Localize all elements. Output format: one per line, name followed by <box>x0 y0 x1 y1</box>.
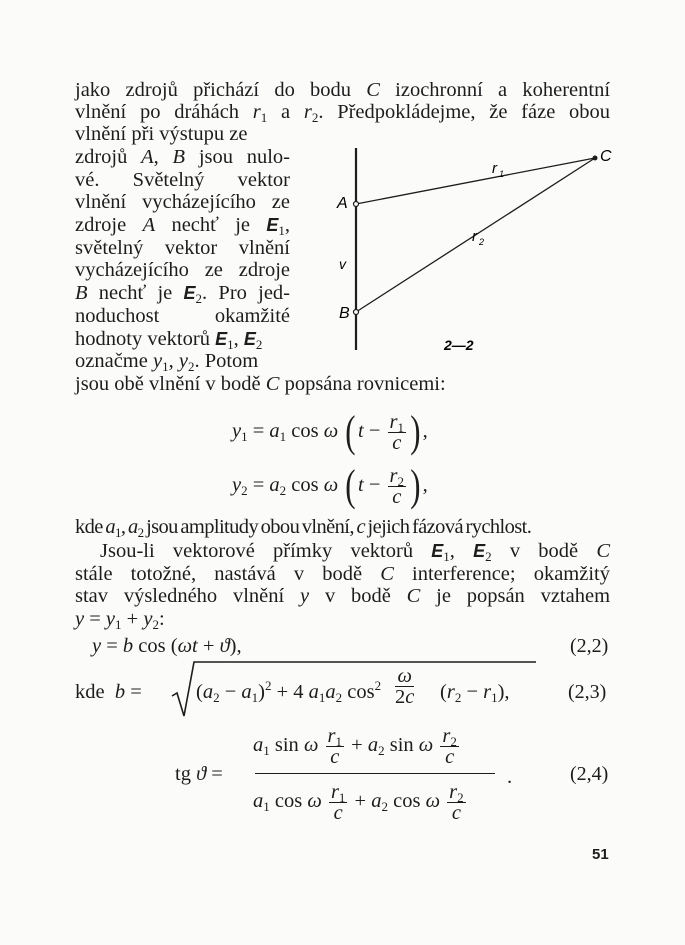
equation-2-4-denominator: $a_1$ cos ω $\frac{r_1}{c}$ + $a_2$ cos ω $\frac{r_2}{c}$ <box>253 781 464 824</box>
text-line-18: stav výsledného vlnění y v bodě C je popsán vztahem <box>75 585 611 607</box>
svg-text:2: 2 <box>479 237 485 247</box>
text-line-11: noduchost okamžité <box>75 305 290 327</box>
equation-2-2: y = b cos (ωt + ϑ), <box>92 635 242 657</box>
point-B <box>354 310 359 315</box>
svg-text:r: r <box>492 160 497 177</box>
text-line-12: hodnoty vektorů $E_1$, $E_2$ <box>75 328 263 352</box>
equation-2-4-fraction-bar <box>255 773 495 774</box>
svg-text:r: r <box>472 228 477 245</box>
equation-2-4-period: . <box>507 766 513 788</box>
equation-2-4-lhs: tg ϑ = <box>175 763 223 785</box>
text-line-19: $y = y_1 + y_2$: <box>75 608 165 632</box>
label-v: v <box>339 256 346 272</box>
text-line-15: kde $a_1$, $a_2$ jsou amplitudy obou vlnění, c jejich fázová rychlost. <box>75 516 532 540</box>
label-A: A <box>337 195 348 212</box>
equation-number-2-3: (2,3) <box>568 681 607 703</box>
label-B: B <box>339 305 350 322</box>
text-line-1: jako zdrojů přichází do bodu C izochronní a koherentní <box>75 79 611 101</box>
text-line-3: vlnění při výstupu ze <box>75 123 248 145</box>
text-line-8: světelný vektor vlnění <box>75 237 290 259</box>
text-line-17: stále totožné, nastává v bodě C interference; okamžitý <box>75 563 610 585</box>
point-A <box>354 202 359 207</box>
point-C <box>593 156 598 161</box>
text-line-6: vlnění vycházejícího ze <box>75 191 290 213</box>
svg-text:1: 1 <box>499 169 505 179</box>
equation-y1: $y_1 = a_1$ cos ω ( t − $\frac{r_1}{c}$ ) , <box>232 407 428 457</box>
equation-2-3-tail: $(r_2 - r_1)$, <box>440 681 510 705</box>
page-number: 51 <box>592 846 609 863</box>
equation-y2: $y_2 = a_2$ cos ω ( t − $\frac{r_2}{c}$ ) , <box>232 461 428 511</box>
text-line-14: jsou obě vlnění v bodě C popsána rovnicemi: <box>75 373 446 395</box>
figure-2-2 <box>325 140 625 360</box>
text-line-7: zdroje A nechť je $E_1$, <box>75 214 291 238</box>
equation-2-4-numerator: $a_1$ sin ω $\frac{r_1}{c}$ + $a_2$ sin ω $\frac{r_2}{c}$ <box>253 725 457 768</box>
text-line-2: vlnění po dráhách $r_1$ a $r_2$. Předpokládejme, že fáze obou <box>75 101 611 125</box>
label-C: C <box>600 148 612 165</box>
text-line-16: Jsou-li vektorové přímky vektorů $E_1$, $E_2$ v bodě C <box>100 540 611 564</box>
text-line-13: označme $y_1$, $y_2$. Potom <box>75 350 259 374</box>
text-line-5: vé. Světelný vektor <box>75 169 290 191</box>
text-line-9: vycházejícího ze zdroje <box>75 259 290 281</box>
figure-caption: 2—2 <box>444 337 474 353</box>
text-line-10: B nechť je $E_2$. Pro jed- <box>75 282 291 306</box>
text-line-4: zdrojů A, B jsou nulo- <box>75 146 291 168</box>
equation-2-3-radicand: $(a_2 - a_1)^2 + 4$ $a_1a_2$ $\cos^2$ <box>196 678 382 705</box>
equation-2-3-frac: $\frac{\omega}{2c}$ <box>395 665 415 708</box>
equation-2-3-lhs: kde b = <box>75 681 142 703</box>
equation-number-2-2: (2,2) <box>570 635 609 657</box>
equation-number-2-4: (2,4) <box>570 763 609 785</box>
